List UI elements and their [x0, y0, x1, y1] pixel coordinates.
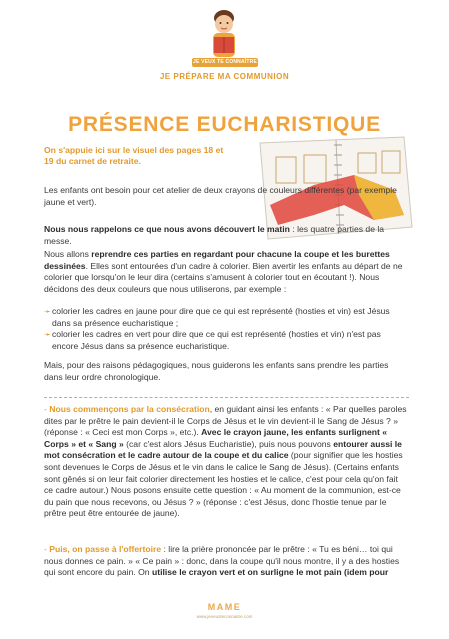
instructions-start: Nous allons: [44, 249, 92, 259]
paragraph-reminder: [44, 224, 409, 247]
publisher-logo: MAME: [207, 602, 242, 612]
consecration-lead: Nous commençons par la consécration: [49, 404, 210, 414]
instructions-rest: . Elles sont entourées d'un cadre à colorier. Bien avertir les enfants au départ de ne colorier que lorsqu'on le leur dira (certains s'amusent à colorier tout en écoutant !). Nous décidons des deux couleurs que nous utiliserons, par exemple :: [44, 260, 403, 294]
list-item: ➛ colorier les cadres en vert pour dire que ce qui est représenté (hosties et vin) n'est pas encore Jésus dans sa présence eucharistique.: [44, 329, 381, 351]
arrow-icon: ➛: [44, 330, 51, 340]
section-divider: [44, 397, 409, 398]
intro-text: On s'appuie ici sur le visuel des pages 18 et 19 du carnet de retraite.: [44, 145, 224, 167]
paragraph-materials: Les enfants ont besoin pour cet atelier de deux crayons de couleurs différentes (par exemple jaune et vert).: [44, 185, 397, 207]
bullet-list: [44, 306, 409, 352]
header-subtitle: JE PRÉPARE MA COMMUNION: [159, 72, 290, 81]
paragraph-pedagogy: Mais, pour des raisons pédagogiques, nous guiderons les enfants sans prendre les parties dans leur ordre chronologique.: [44, 360, 389, 382]
section-consecration: - Nous commençons par la consécration, en guidant ainsi les enfants : « Par quelles paroles dites par le prêtre le pain devient-il le Corps de Jésus et le vin devient-il le Sang de Jésus ? » (réponse : « Ceci est mon Corps », etc.). Avec le crayon jaune, les enfants surlignent « Corps » et « Sang » (car c'est alors Jésus Eucharistie), puis nous pouvons entourer aussi le mot consécration et le cadre autour de la coupe et du calice (pour signifier que les hosties sont devenues le Corps de Jésus et le vin dans le calice le Sang de Jésus). (Certains enfants sont gênés si on leur fait colorier directement les hosties et le calice, c'est pour cela qu'on fait ce cadre autour.) Nous posons ensuite cette question : « Au moment de la communion, est-ce du pain que nous recevons, ou Jésus ? » (réponse : c'est Jésus, donc l'hostie tenue par le prêtre peut être entourée de jaune).: [44, 404, 407, 519]
paragraph-instructions: [44, 249, 409, 295]
footer-url: www.jeveuxteconnaitre.com: [196, 614, 253, 619]
offertoire-lead: Puis, on passe à l'offertoire: [49, 544, 162, 554]
section-offertoire: - Puis, on passe à l'offertoire : lire la prière prononcée par le prêtre : « Tu es béni… toi qui nous donnes ce pain. » « Ce pain » : donc, dans la coupe qu'il nous montre, il y a des hosties qui sont encore du pain. On utilise le crayon vert et on surligne le mot pain (idem pour: [44, 544, 400, 578]
child-reading-illustration: [202, 4, 246, 64]
reminder-rest: : les quatre parties de la messe.: [44, 224, 385, 246]
header: [0, 0, 449, 92]
list-item: ➛ colorier les cadres en jaune pour dire que ce qui est représenté (hosties et vin) est Jésus dans sa présence eucharistique ;: [44, 306, 390, 328]
arrow-icon: ➛: [44, 307, 51, 316]
header-ribbon: JE VEUX TE CONNAÎTRE: [192, 59, 257, 65]
page-title: PRÉSENCE EUCHARISTIQUE: [68, 113, 381, 136]
instructions-bold: reprendre ces parties en regardant pour chacune la coupe et les burettes dessinées: [44, 249, 390, 271]
reminder-bold: Nous nous rappelons ce que nous avons découvert le matin: [44, 224, 290, 234]
